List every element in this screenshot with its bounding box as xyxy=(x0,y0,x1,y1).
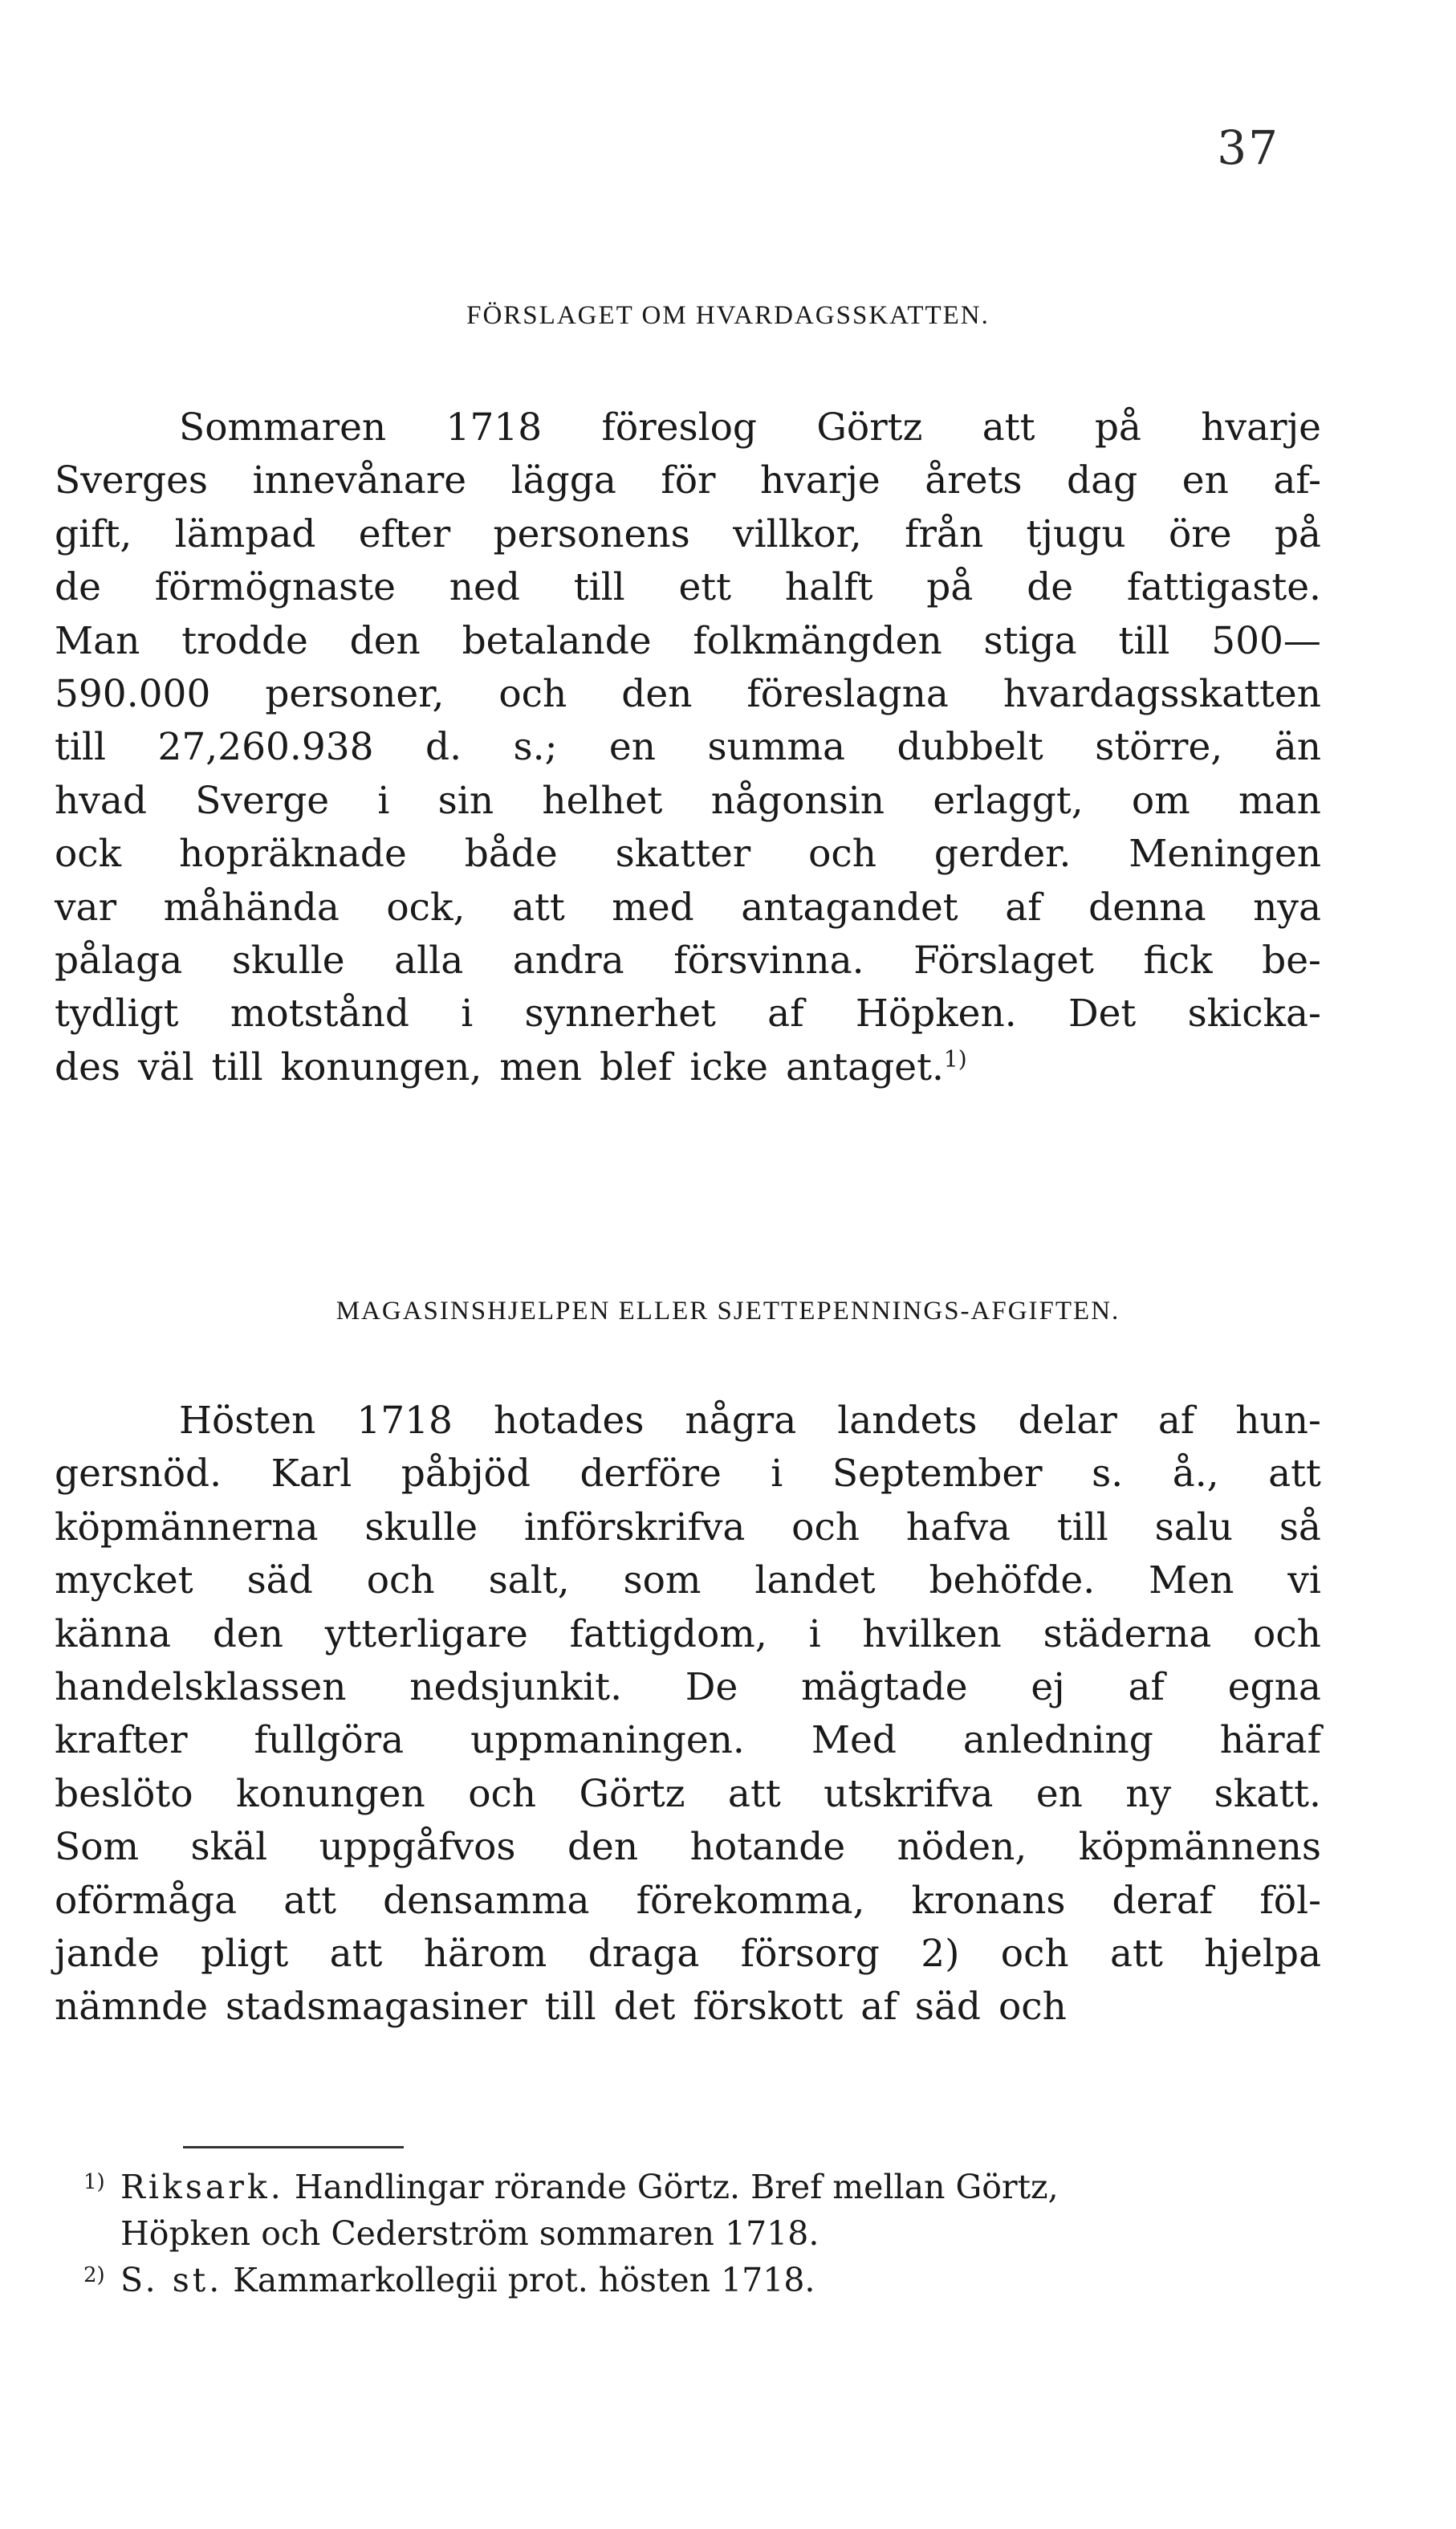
word: mägtade xyxy=(801,1664,968,1709)
word: ytterligare xyxy=(324,1611,528,1656)
word: hvardagsskatten xyxy=(1003,671,1321,716)
word: och xyxy=(808,832,877,877)
text-line xyxy=(55,1041,1321,1094)
word: uppgåfvos xyxy=(319,1825,516,1870)
text-line xyxy=(55,935,1321,988)
word: och xyxy=(791,1505,860,1550)
word: häraf xyxy=(1219,1718,1321,1763)
footnotes xyxy=(72,2164,1324,2303)
word: Höpken. xyxy=(855,992,1017,1036)
word: nöden, xyxy=(897,1825,1027,1870)
word: villkor, xyxy=(733,511,862,556)
word: gersnöd. xyxy=(55,1452,222,1497)
footnote-mark: 2) xyxy=(83,2263,105,2287)
word: ett xyxy=(678,565,732,610)
word: antaget.$^{1)}$ xyxy=(785,1045,967,1089)
footnote xyxy=(72,2164,1324,2257)
word: deraf xyxy=(1112,1878,1214,1923)
text-line xyxy=(55,1608,1321,1661)
word: icke xyxy=(689,1045,768,1089)
word: des xyxy=(55,1045,121,1089)
word: hotande xyxy=(689,1825,846,1870)
word: salu xyxy=(1154,1505,1234,1550)
word: ny xyxy=(1125,1771,1172,1816)
word: hun- xyxy=(1235,1399,1321,1443)
word: s.; xyxy=(513,725,558,770)
word: att xyxy=(727,1771,781,1816)
word: hjelpa xyxy=(1204,1931,1321,1976)
word: ock, xyxy=(386,885,466,930)
word: utskrifva xyxy=(824,1771,994,1816)
word: egna xyxy=(1227,1664,1321,1709)
word: så xyxy=(1279,1505,1321,1550)
word: Man xyxy=(55,618,140,663)
footnote-label: Riksark. xyxy=(120,2168,284,2206)
word: folkmängden xyxy=(693,618,942,663)
word: den xyxy=(567,1825,639,1870)
word: efter xyxy=(358,511,451,556)
word: blef xyxy=(599,1045,673,1089)
word: det xyxy=(613,1985,676,2030)
word: krafter xyxy=(55,1718,188,1763)
word: konungen, xyxy=(280,1045,482,1089)
word: försvinna. xyxy=(673,938,864,983)
word: dag xyxy=(1067,458,1138,503)
word: att xyxy=(1110,1931,1163,1976)
word: vi xyxy=(1287,1558,1321,1603)
text-line xyxy=(55,1768,1321,1821)
word: draga xyxy=(588,1931,700,1976)
word: skulle xyxy=(364,1505,478,1550)
word: hvarje xyxy=(760,458,881,503)
word: kronans xyxy=(911,1878,1066,1923)
word: till xyxy=(544,1985,596,2030)
text-line xyxy=(55,1714,1321,1767)
text-line xyxy=(55,1821,1321,1874)
word: gerder. xyxy=(933,832,1072,877)
word: alla xyxy=(394,938,464,983)
word: nya xyxy=(1253,885,1321,930)
word: handelsklassen xyxy=(55,1664,347,1709)
word: den xyxy=(349,618,421,663)
word: någonsin xyxy=(710,778,885,823)
word: Sverges xyxy=(55,458,209,503)
word: gift, xyxy=(55,511,132,556)
word: af xyxy=(1005,885,1042,930)
word: föreslagna xyxy=(746,671,949,716)
word: skäl xyxy=(190,1825,268,1870)
word: köpmännerna xyxy=(55,1505,319,1550)
word: säd xyxy=(914,1985,981,2030)
text-line xyxy=(55,1875,1321,1928)
word: oförmåga xyxy=(55,1878,238,1923)
word: De xyxy=(685,1664,738,1709)
word: halft xyxy=(784,565,873,610)
word: säd xyxy=(246,1558,313,1603)
footnote-label: S. st. xyxy=(120,2261,223,2299)
word: var xyxy=(55,885,117,930)
word: Meningen xyxy=(1129,832,1321,877)
word: ock xyxy=(55,832,122,877)
word: att xyxy=(329,1931,383,1976)
word: årets xyxy=(925,458,1023,503)
word: på xyxy=(1274,511,1321,556)
word: skicka- xyxy=(1187,992,1321,1036)
page-number: 37 xyxy=(1217,120,1279,175)
word: man xyxy=(1238,778,1321,823)
word: innevånare xyxy=(252,458,467,503)
text-line xyxy=(55,454,1321,507)
word: den xyxy=(212,1611,283,1656)
footnote-text: Handlingar rörande Görtz. Bref mellan Görtz, xyxy=(294,2168,1059,2206)
text-line xyxy=(55,1928,1321,1981)
word: dubbelt xyxy=(897,725,1043,770)
word: förmögnaste xyxy=(154,565,396,610)
word: 1718 xyxy=(356,1399,453,1443)
word: fick xyxy=(1143,938,1213,983)
word: skatter xyxy=(615,832,751,877)
word: 27,260.938 xyxy=(157,725,374,770)
footnote-text: Kammarkollegii prot. hösten 1718. xyxy=(233,2261,815,2299)
word: och xyxy=(498,671,567,716)
section-heading-magasinshjelpen: MAGASINSHJELPEN ELLER SJETTEPENNINGS-AFGIFTEN. xyxy=(336,1297,1120,1326)
text-line xyxy=(55,668,1321,721)
word: de xyxy=(1027,565,1074,610)
word: behöfde. xyxy=(929,1558,1096,1603)
word: landets xyxy=(837,1399,978,1443)
word: tydligt xyxy=(55,992,179,1036)
word: en xyxy=(1181,458,1229,503)
word: af xyxy=(860,1985,897,2030)
word: 2) xyxy=(921,1931,960,1976)
word: att xyxy=(511,885,565,930)
footnote xyxy=(72,2257,1324,2303)
word: Förslaget xyxy=(913,938,1094,983)
footnote-mark: 1) xyxy=(83,2170,105,2194)
word: förekomma, xyxy=(636,1878,865,1923)
word: s. xyxy=(1092,1452,1124,1497)
word: större, xyxy=(1095,725,1223,770)
footnote-continuation: Höpken och Cederström sommaren 1718. xyxy=(120,2214,820,2253)
word: helhet xyxy=(542,778,663,823)
word: för xyxy=(661,458,716,503)
word: och xyxy=(468,1771,537,1816)
text-line xyxy=(55,401,1321,454)
word: köpmännens xyxy=(1078,1825,1321,1870)
word: Karl xyxy=(270,1452,352,1497)
text-line xyxy=(55,1501,1321,1554)
word: Med xyxy=(811,1718,897,1763)
word: betalande xyxy=(462,618,652,663)
word: känna xyxy=(55,1611,172,1656)
word: nedsjunkit. xyxy=(409,1664,623,1709)
word: andra xyxy=(512,938,624,983)
paragraph-magasinshjelpen xyxy=(55,1395,1321,2034)
text-line xyxy=(55,1554,1321,1607)
word: försorg xyxy=(740,1931,880,1976)
word: till xyxy=(1056,1505,1108,1550)
word: Det xyxy=(1068,992,1137,1036)
word: Hösten xyxy=(179,1399,316,1443)
word: September xyxy=(832,1452,1043,1497)
word: och xyxy=(1253,1611,1321,1656)
word: be- xyxy=(1262,938,1321,983)
section-heading-hvardagsskatten: FÖRSLAGET OM HVARDAGSSKATTEN. xyxy=(466,301,990,330)
word: i xyxy=(377,778,390,823)
text-line xyxy=(55,988,1321,1041)
word: fullgöra xyxy=(254,1718,405,1763)
text-line xyxy=(55,1395,1321,1448)
word: införskrifva xyxy=(523,1505,746,1550)
word: till xyxy=(573,565,625,610)
word: denna xyxy=(1088,885,1206,930)
word: ned xyxy=(449,565,520,610)
text-line xyxy=(55,1448,1321,1501)
word: densamma xyxy=(383,1878,590,1923)
word: föl- xyxy=(1259,1878,1321,1923)
word: fattigdom, xyxy=(569,1611,767,1656)
word: att xyxy=(1268,1452,1321,1497)
word: och xyxy=(1000,1931,1069,1976)
word: personer, xyxy=(265,671,445,716)
word: d. xyxy=(425,725,462,770)
word: beslöto xyxy=(55,1771,193,1816)
word: än xyxy=(1274,725,1321,770)
word: men xyxy=(499,1045,582,1089)
word: pligt xyxy=(201,1931,289,1976)
word: lägga xyxy=(510,458,616,503)
word: ej xyxy=(1031,1664,1065,1709)
word: Görtz xyxy=(579,1771,685,1816)
word: till xyxy=(1118,618,1170,663)
footnote-divider xyxy=(183,2146,404,2148)
word: väl xyxy=(138,1045,194,1089)
word: af xyxy=(1128,1664,1165,1709)
word: anledning xyxy=(962,1718,1153,1763)
word: Men xyxy=(1149,1558,1234,1603)
word: att xyxy=(283,1878,337,1923)
text-line xyxy=(55,721,1321,774)
word: föreslog xyxy=(601,405,758,450)
word: pålaga xyxy=(55,938,183,983)
word: i xyxy=(771,1452,783,1497)
word: summa xyxy=(707,725,846,770)
text-line xyxy=(55,615,1321,668)
footnote-reference: 1) xyxy=(943,1045,967,1073)
word: af- xyxy=(1273,458,1321,503)
word: jande xyxy=(55,1931,160,1976)
word: hafva xyxy=(905,1505,1011,1550)
word: nämnde xyxy=(55,1985,209,2030)
word: motstånd xyxy=(230,992,409,1036)
text-line xyxy=(55,508,1321,561)
word: den xyxy=(621,671,693,716)
word: af xyxy=(1157,1399,1195,1443)
word: hvilken xyxy=(862,1611,1002,1656)
word: en xyxy=(1035,1771,1083,1816)
word: stadsmagasiner xyxy=(226,1985,527,2030)
word: till xyxy=(211,1045,263,1089)
word: måhända xyxy=(163,885,340,930)
word: i xyxy=(808,1611,821,1656)
word: Görtz xyxy=(816,405,923,450)
word: förskott xyxy=(693,1985,844,2030)
word: i xyxy=(461,992,474,1036)
word: 1718 xyxy=(445,405,543,450)
word: på xyxy=(926,565,974,610)
word: landet xyxy=(754,1558,876,1603)
word: synnerhet xyxy=(524,992,716,1036)
word: sin xyxy=(437,778,494,823)
word: salt, xyxy=(488,1558,570,1603)
word: konungen xyxy=(235,1771,425,1816)
word: hopräknade xyxy=(178,832,407,877)
word: städerna xyxy=(1043,1611,1212,1656)
word: personens xyxy=(493,511,690,556)
word: Sverge xyxy=(195,778,330,823)
text-line xyxy=(55,882,1321,935)
word: de xyxy=(55,565,101,610)
word: med xyxy=(612,885,694,930)
word: som xyxy=(623,1558,702,1603)
word: 500— xyxy=(1211,618,1321,663)
word: och xyxy=(366,1558,435,1603)
word: 590.000 xyxy=(55,671,211,716)
word: att xyxy=(982,405,1035,450)
word: fattigaste. xyxy=(1126,565,1321,610)
word: på xyxy=(1094,405,1141,450)
word: trodde xyxy=(181,618,308,663)
word: om xyxy=(1131,778,1190,823)
word: några xyxy=(685,1399,797,1443)
word: från xyxy=(905,511,984,556)
word: hotades xyxy=(493,1399,645,1443)
word: lämpad xyxy=(174,511,316,556)
word: både xyxy=(464,832,558,877)
word: tjugu xyxy=(1026,511,1126,556)
text-line xyxy=(55,1661,1321,1714)
word: af xyxy=(767,992,804,1036)
word: antagandet xyxy=(741,885,958,930)
word: en xyxy=(608,725,656,770)
word: härom xyxy=(423,1931,547,1976)
text-line xyxy=(55,775,1321,828)
word: Sommaren xyxy=(179,405,387,450)
paragraph-hvardagsskatten xyxy=(55,401,1321,1094)
text-line xyxy=(55,828,1321,881)
word: derföre xyxy=(580,1452,722,1497)
word: uppmaningen. xyxy=(470,1718,745,1763)
word: och xyxy=(998,1985,1067,2030)
word: mycket xyxy=(55,1558,193,1603)
word: påbjöd xyxy=(401,1452,531,1497)
text-line xyxy=(55,1981,1321,2034)
word: hvad xyxy=(55,778,147,823)
word: skatt. xyxy=(1214,1771,1321,1816)
word: till xyxy=(55,725,106,770)
word: skulle xyxy=(231,938,345,983)
text-line xyxy=(55,561,1321,614)
word: å., xyxy=(1172,1452,1219,1497)
word: stiga xyxy=(983,618,1077,663)
word: öre xyxy=(1168,511,1232,556)
word: erlaggt, xyxy=(933,778,1084,823)
word: hvarje xyxy=(1201,405,1321,450)
word: Som xyxy=(55,1825,140,1870)
word: delar xyxy=(1018,1399,1117,1443)
